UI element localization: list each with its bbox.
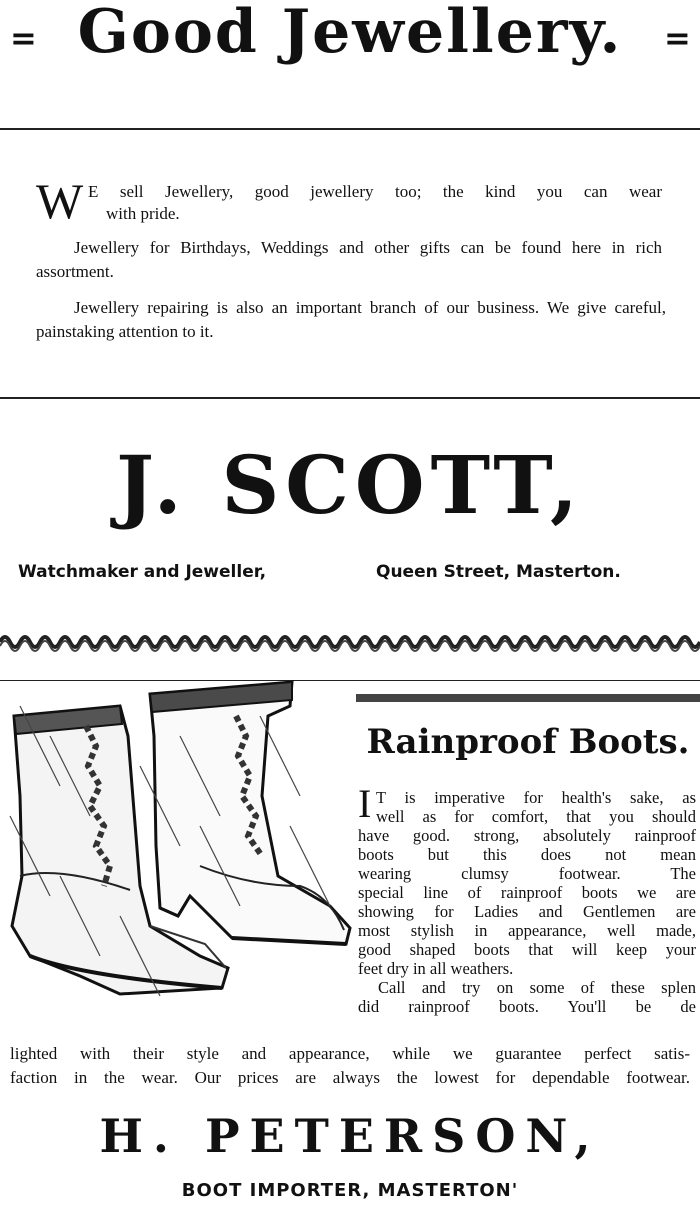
boots-illustration (0, 676, 352, 1006)
jewellery-para3: Jewellery repairing is also an important branch of our business. We give careful, painstaking attention to it. (36, 298, 666, 341)
merchant-name: H. PETERSON, (99, 1109, 601, 1163)
jewellery-headline-row (0, 0, 700, 70)
scott-trade: Watchmaker and Jeweller, (18, 562, 267, 582)
boots-column-line: T is imperative for health's sake, as (376, 788, 696, 807)
boots-column-line: special line of rainproof boots we are (358, 883, 696, 902)
jewellery-headline: Good Jewellery. (77, 0, 623, 67)
boots-column-line: did rainproof boots. You'll be de (358, 997, 696, 1016)
boots-top-rule (356, 694, 700, 702)
boots-column-line: most stylish in appearance, well made, (358, 921, 696, 940)
jewellery-para2: Jewellery for Birthdays, Weddings and other gifts can be found here in rich assortment. (36, 238, 662, 281)
boots-column-line: boots but this does not mean (358, 845, 696, 864)
merchant-subline: BOOT IMPORTER, MASTERTON' (181, 1180, 519, 1201)
scott-name: J. SCOTT, (116, 438, 584, 532)
boots-wide-line: faction in the wear. Our prices are always the lowest for dependable footwear. (10, 1068, 690, 1087)
boots-column-line: Call and try on some of these splen (378, 978, 696, 997)
boots-dropcap: I (358, 781, 372, 826)
divider-rule (0, 128, 700, 130)
boots-title: Rainproof Boots. (366, 722, 690, 762)
boots-column-line: feet dry in all weathers. (358, 959, 514, 978)
wavy-border (0, 622, 700, 656)
jewellery-dropcap: W (36, 173, 84, 229)
boots-column-line: showing for Ladies and Gentlemen are (358, 902, 696, 921)
scott-address: Queen Street, Masterton. (376, 562, 621, 582)
boots-wide-line: lighted with their style and appearance, while we guarantee perfect satis- (10, 1044, 690, 1063)
boots-column-line: have good. strong, absolutely rainproof (358, 826, 696, 845)
left-ornament: = (10, 19, 37, 57)
divider-rule (0, 397, 700, 399)
jewellery-para1-line1: E sell Jewellery, good jewellery too; the kind you can wear (88, 182, 662, 201)
jewellery-para1-line2: with pride. (106, 204, 180, 223)
boots-column-line: well as for comfort, that you should (376, 807, 696, 826)
boots-column-line: good shaped boots that will keep your (358, 940, 696, 959)
right-ornament: = (664, 19, 691, 57)
boots-column-line: wearing clumsy footwear. The (358, 864, 696, 883)
